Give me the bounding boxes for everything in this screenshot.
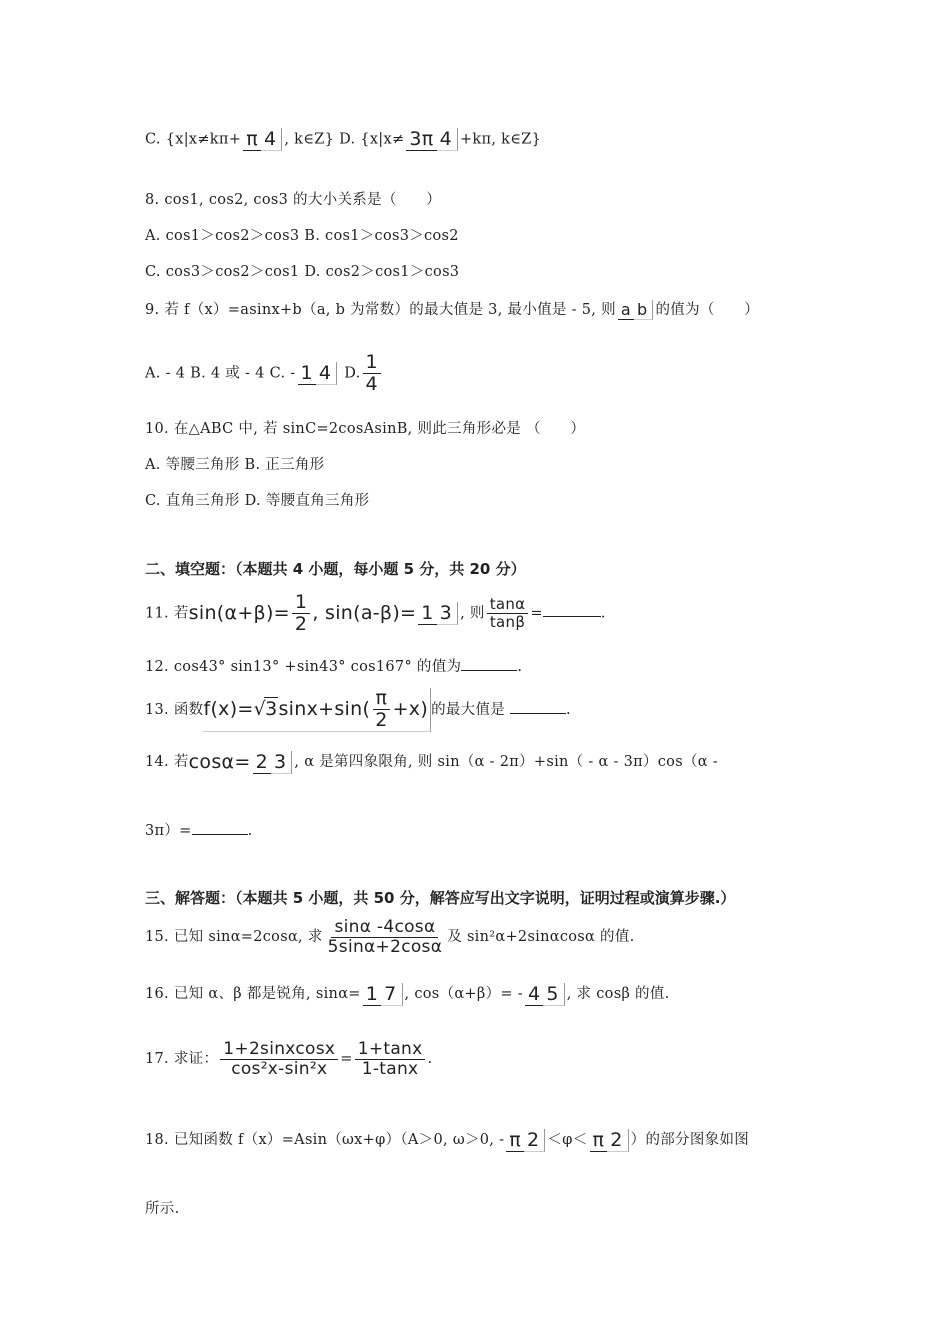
section2-title: 二、填空题：（本题共 4 小题，每小题 5 分，共 20 分） xyxy=(145,560,526,578)
q18-mid: ＜φ＜ xyxy=(547,1132,588,1148)
q13 xyxy=(145,688,571,732)
q7-d-suffix: +kπ, k∈Z} xyxy=(459,131,542,148)
q11-fraction-1 xyxy=(292,592,310,635)
q9-frac-num: a xyxy=(618,300,634,320)
q18-f2-num: π xyxy=(590,1129,608,1152)
q15-f-num: sinα -4cosα xyxy=(331,918,438,938)
q12 xyxy=(145,655,522,676)
q18-fraction-2 xyxy=(590,1129,629,1152)
q7-c-den: 4 xyxy=(263,128,277,150)
q9-options-pre: A. - 4 B. 4 或 - 4 C. - xyxy=(145,365,296,382)
q15-post: 及 sin²α+2sinαcosα 的值. xyxy=(447,929,635,946)
q7-c-suffix: , k∈Z} D. {x|x≠ xyxy=(284,131,405,148)
q13-f-num: π xyxy=(373,688,391,710)
q14-answer-blank[interactable] xyxy=(192,834,248,835)
q13-fraction xyxy=(372,688,390,731)
q11-fraction-3 xyxy=(487,596,529,630)
q14-line2-text: 3π）= xyxy=(145,823,192,839)
q13-end: . xyxy=(565,701,571,718)
q11-f1-den: 2 xyxy=(294,612,308,635)
q15-f-den: 5sinα+2cosα xyxy=(327,936,443,957)
q11-f3-num: tanα xyxy=(487,596,529,614)
q9-d-den: 4 xyxy=(365,372,378,395)
q9-stem xyxy=(145,298,759,320)
q14-pre: 14. 若 xyxy=(145,754,189,770)
q11-f2-den: 3 xyxy=(439,601,453,624)
q7-c-prefix: C. {x|x≠kπ+ xyxy=(145,131,242,148)
q17-fraction-2 xyxy=(355,1040,426,1078)
q14 xyxy=(145,750,718,774)
q11-pre: 11. 若 xyxy=(145,605,189,622)
q16 xyxy=(145,982,670,1006)
q13-pre: 13. 函数 xyxy=(145,701,204,718)
q14-end: . xyxy=(247,823,253,839)
q13-eq-root: 3 xyxy=(265,697,278,720)
q7-c-fraction xyxy=(243,128,282,151)
q7-d-den: 4 xyxy=(439,128,452,150)
q18-f1-num: π xyxy=(506,1129,524,1152)
q9-stem-pre: 9. 若 f（x）=asinx+b（a, b 为常数）的最大值是 3, 最小值是 - 5, 则 xyxy=(145,302,616,318)
q13-equation xyxy=(203,688,431,732)
q15-pre: 15. 已知 sinα=2cosα, 求 xyxy=(145,929,323,946)
q7-d-fraction xyxy=(406,128,458,151)
q16-f1-num: 1 xyxy=(363,983,381,1006)
q13-answer-blank[interactable] xyxy=(510,713,566,714)
q10-options-cd: C. 直角三角形 D. 等腰直角三角形 xyxy=(145,493,370,509)
q11-mid: , 则 xyxy=(460,605,485,622)
q13-eq-b: sinx+sin( xyxy=(278,697,371,720)
q11-f1-num: 1 xyxy=(292,592,310,614)
q14-line2 xyxy=(145,819,253,840)
q16-f1-den: 7 xyxy=(384,982,397,1005)
q11-end: . xyxy=(600,605,606,622)
q18-f2-den: 2 xyxy=(610,1128,623,1151)
q11-f2-num: 1 xyxy=(418,602,436,625)
q12-text: 12. cos43° sin13° +sin43° cos167° 的值为 xyxy=(145,659,462,675)
q13-post: 的最大值是 xyxy=(431,701,510,718)
q9-d-num: 1 xyxy=(363,352,381,374)
q17-f2-den: 1-tanx xyxy=(361,1058,419,1079)
section3-title: 三、解答题：（本题共 5 小题，共 50 分，解答应写出文字说明，证明过程或演算步骤.） xyxy=(145,889,736,907)
q11-eq3: = xyxy=(530,605,543,622)
q14-f-den: 3 xyxy=(273,750,287,773)
q9-c-fraction xyxy=(298,362,338,385)
q11-fraction-2 xyxy=(418,602,458,625)
q9-stem-post: 的值为（ ） xyxy=(655,302,760,318)
q12-answer-blank[interactable] xyxy=(461,670,517,671)
q8-options-ab: A. cos1＞cos2＞cos3 B. cos1＞cos3＞cos2 xyxy=(145,228,459,244)
q11-answer-blank[interactable] xyxy=(543,616,601,617)
q7-d-num: 3π xyxy=(406,128,436,151)
q14-f-num: 2 xyxy=(253,751,271,774)
q17-end: . xyxy=(427,1051,433,1068)
q18 xyxy=(145,1128,749,1152)
q11-eq1: sin(α+β)= xyxy=(188,602,290,625)
q16-pre: 16. 已知 α、β 都是锐角, sinα= xyxy=(145,986,361,1002)
q9-frac-den: b xyxy=(637,300,648,319)
q16-mid: , cos（α+β）= - xyxy=(404,986,523,1002)
q7-c-num: π xyxy=(243,128,261,151)
q17-f1-den: cos²x-sin²x xyxy=(231,1058,328,1079)
q11-f3-den: tanβ xyxy=(489,612,526,631)
q15 xyxy=(145,918,635,956)
q13-eq-a: f(x)= xyxy=(203,697,254,720)
q17-f1-num: 1+2sinxcosx xyxy=(220,1040,338,1060)
q11 xyxy=(145,592,606,635)
q9-options xyxy=(145,352,383,395)
q16-fraction-1 xyxy=(363,983,403,1006)
q10-stem: 10. 在△ABC 中, 若 sinC=2cosAsinB, 则此三角形必是 （ ） xyxy=(145,421,586,437)
q12-end: . xyxy=(517,659,523,675)
q9-fraction xyxy=(618,300,654,320)
q18-line2: 所示. xyxy=(145,1201,180,1217)
q18-f1-den: 2 xyxy=(527,1128,540,1151)
q17-eq: = xyxy=(340,1051,353,1068)
q9-c-den: 4 xyxy=(318,361,332,384)
q17-pre: 17. 求证： xyxy=(145,1051,219,1068)
q14-fraction xyxy=(253,751,293,774)
q9-options-mid: D. xyxy=(339,365,361,382)
q17 xyxy=(145,1040,432,1078)
q13-eq-c: +x) xyxy=(392,697,429,720)
q17-fraction-1 xyxy=(220,1040,338,1078)
q16-f2-num: 4 xyxy=(525,983,543,1006)
q13-f-den: 2 xyxy=(375,708,388,731)
q14-post: , α 是第四象限角, 则 sin（α - 2π）+sin（ - α - 3π）cos（α - xyxy=(294,754,718,770)
q15-fraction xyxy=(325,918,446,956)
q18-pre: 18. 已知函数 f（x）=Asin（ωx+φ）（A＞0, ω＞0, - xyxy=(145,1132,505,1148)
q18-post: ）的部分图象如图 xyxy=(630,1132,750,1148)
q10-options-ab: A. 等腰三角形 B. 正三角形 xyxy=(145,457,325,473)
q7-options-cd xyxy=(145,128,541,151)
q9-c-num: 1 xyxy=(298,362,316,385)
q8-stem: 8. cos1, cos2, cos3 的大小关系是（ ） xyxy=(145,192,442,208)
q9-d-fraction xyxy=(363,352,381,395)
q11-eq2: , sin(a-β)= xyxy=(312,602,417,625)
sqrt-icon: √ xyxy=(253,697,267,720)
q17-f2-num: 1+tanx xyxy=(355,1040,426,1060)
q16-fraction-2 xyxy=(525,983,565,1006)
q14-eq: cosα= xyxy=(188,751,251,773)
q8-options-cd: C. cos3＞cos2＞cos1 D. cos2＞cos1＞cos3 xyxy=(145,264,460,280)
q18-fraction-1 xyxy=(506,1129,545,1152)
q16-f2-den: 5 xyxy=(546,982,559,1005)
q16-post: , 求 cosβ 的值. xyxy=(566,986,670,1002)
